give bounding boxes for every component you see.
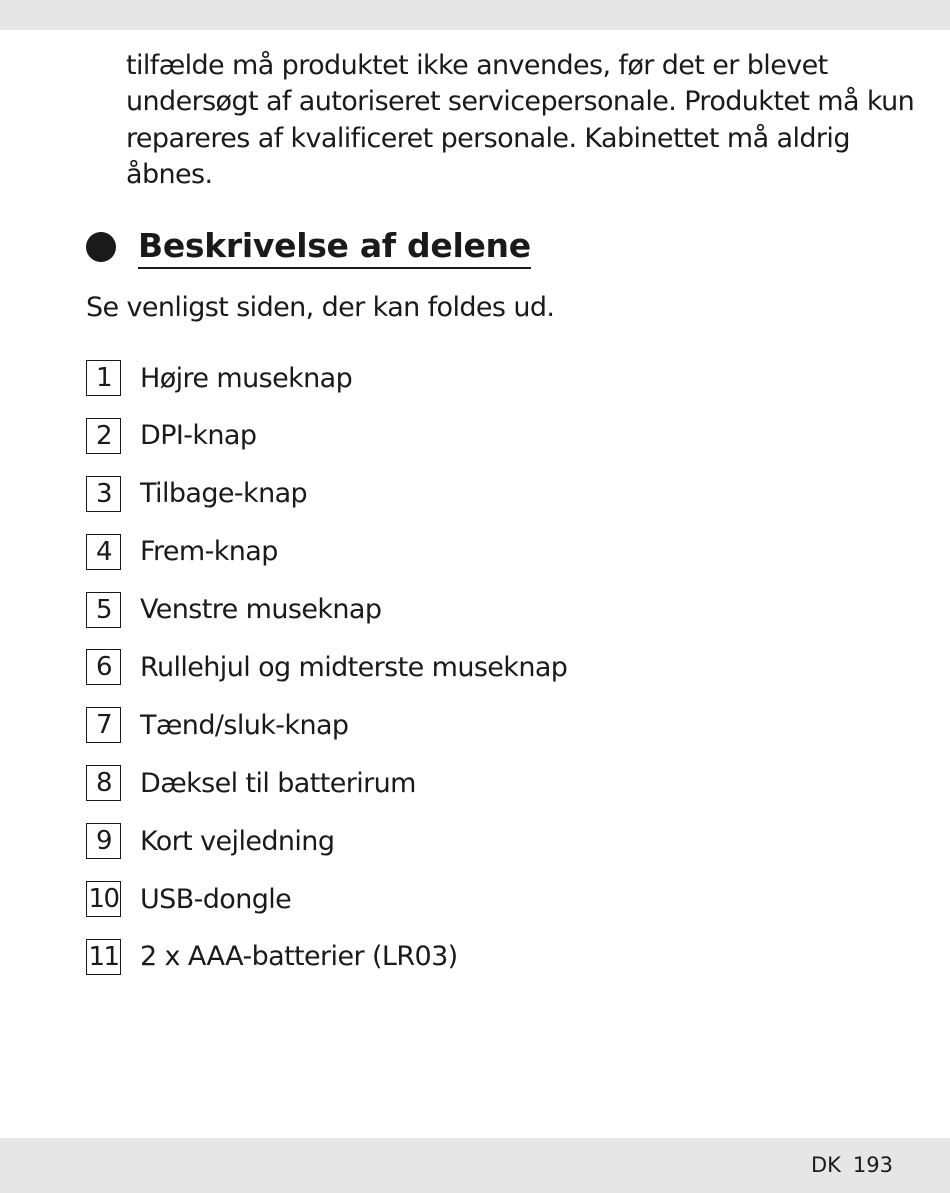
intro-line: repareres af kvalificeret personale. Kabinettet må aldrig xyxy=(126,122,850,154)
intro-line: tilfælde må produktet ikke anvendes, før det er blevet xyxy=(126,50,828,81)
list-item xyxy=(86,474,567,514)
parts-list xyxy=(86,358,567,995)
part-number-box: 8 xyxy=(86,765,121,801)
part-label: Kort vejledning xyxy=(140,825,335,857)
list-item xyxy=(86,416,567,456)
part-number-box: 6 xyxy=(86,649,121,685)
part-number-box: 2 xyxy=(86,418,121,454)
part-number-box: 10 xyxy=(86,881,121,917)
part-label: Venstre museknap xyxy=(140,594,382,626)
list-item xyxy=(86,532,567,572)
part-number-box: 4 xyxy=(86,534,121,570)
part-label: DPI-knap xyxy=(140,420,257,452)
section-heading xyxy=(86,222,531,272)
part-number-box: 9 xyxy=(86,823,121,859)
page-footer xyxy=(811,1145,893,1185)
part-number-box: 3 xyxy=(86,476,121,512)
list-item xyxy=(86,937,567,977)
part-label: Tilbage-knap xyxy=(140,478,308,510)
part-number-box: 5 xyxy=(86,592,121,628)
bullet-icon xyxy=(86,232,116,262)
part-number-box: 7 xyxy=(86,707,121,743)
list-item xyxy=(86,358,567,398)
page-number: 193 xyxy=(852,1153,893,1177)
part-label: Tænd/sluk-knap xyxy=(140,709,349,741)
list-item xyxy=(86,647,567,687)
part-label: 2 x AAA-batterier (LR03) xyxy=(140,941,458,973)
section-subtitle: Se venligst siden, der kan foldes ud. xyxy=(86,292,555,323)
part-number-box: 11 xyxy=(86,939,121,975)
section-title: Beskrivelse af delene xyxy=(138,226,531,269)
list-item xyxy=(86,879,567,919)
list-item xyxy=(86,705,567,745)
part-label: Højre museknap xyxy=(140,362,353,394)
list-item xyxy=(86,590,567,630)
intro-paragraph xyxy=(126,48,916,193)
intro-line: åbnes. xyxy=(126,158,213,190)
intro-line: undersøgt af autoriseret servicepersonale. Produktet må kun xyxy=(126,86,915,118)
part-label: Dæksel til batterirum xyxy=(140,767,416,799)
list-item xyxy=(86,821,567,861)
part-label: Rullehjul og midterste museknap xyxy=(140,651,568,683)
footer-language: DK xyxy=(810,1153,841,1177)
part-number-box: 1 xyxy=(86,360,121,396)
part-label: Frem-knap xyxy=(140,536,278,568)
top-band xyxy=(0,0,950,30)
bottom-band xyxy=(0,1138,950,1193)
list-item xyxy=(86,763,567,803)
part-label: USB-dongle xyxy=(140,883,292,915)
